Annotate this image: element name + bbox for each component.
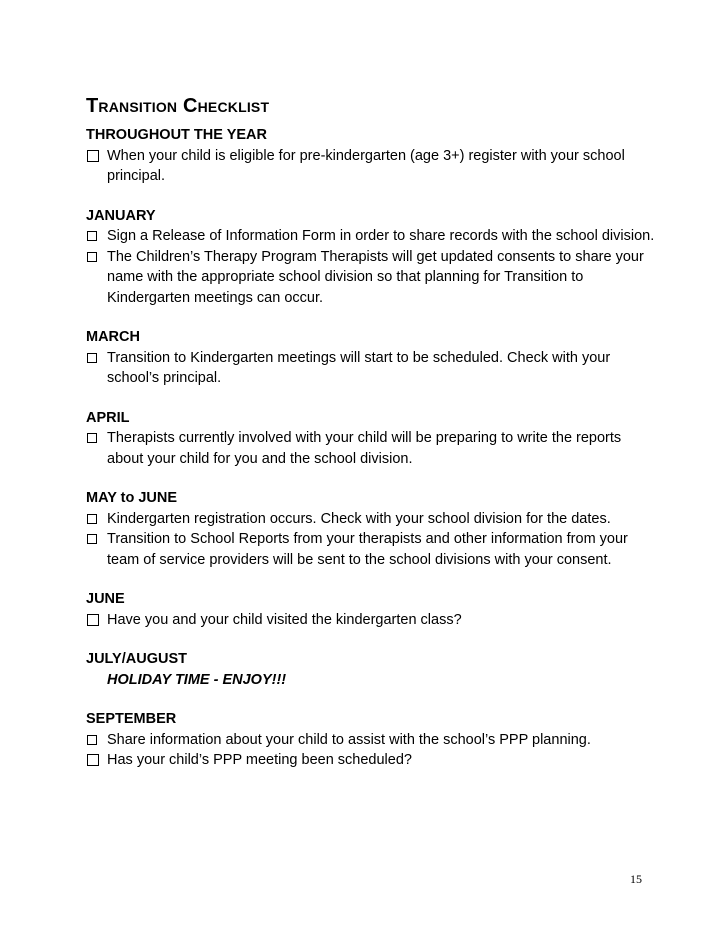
document-title: Transition Checklist <box>86 95 270 117</box>
checklist-item-text: Kindergarten registration occurs. Check with your school division for the dates. <box>107 510 611 527</box>
checklist-item <box>86 146 656 187</box>
checklist-item <box>86 226 656 247</box>
checklist-item-text: Share information about your child to assist with the school’s PPP planning. <box>107 731 591 748</box>
checklist-item-text: Transition to Kindergarten meetings will start to be scheduled. Check with your school’s principal. <box>107 349 611 386</box>
section-heading: THROUGHOUT THE YEAR <box>86 127 267 143</box>
checklist-item <box>86 247 656 309</box>
checklist-item <box>86 529 656 570</box>
checklist-item-text: The Children’s Therapy Program Therapists will get updated consents to share your name with the appropriate school division so that planning for Transition to Kindergarten meetings can occur. <box>107 248 644 306</box>
section-heading: SEPTEMBER <box>86 711 177 727</box>
checklist-item-text: Has your child’s PPP meeting been scheduled? <box>107 752 412 768</box>
checklist-item <box>86 610 656 631</box>
checklist-item <box>86 348 656 389</box>
section-heading: MAY to JUNE <box>86 490 178 506</box>
document-page <box>86 92 656 790</box>
section-april <box>86 408 656 470</box>
section-heading: JANUARY <box>86 207 156 224</box>
section-throughout-the-year <box>86 125 656 187</box>
section-heading: APRIL <box>86 409 130 426</box>
checklist-item-text: Sign a Release of Information Form in order to share records with the school division. <box>107 228 655 244</box>
page-number: 15 <box>630 872 642 886</box>
checklist-item <box>86 509 656 530</box>
section-march <box>86 327 656 389</box>
checkbox-icon[interactable] <box>87 754 99 766</box>
section-september <box>86 709 656 771</box>
section-june <box>86 589 656 630</box>
section-may-to-june <box>86 488 656 570</box>
checkbox-icon[interactable] <box>87 614 99 626</box>
checkbox-icon[interactable] <box>87 353 97 363</box>
checkbox-icon[interactable] <box>87 433 97 443</box>
checklist-item <box>86 428 656 469</box>
section-heading: JULY/AUGUST <box>86 651 187 667</box>
checkbox-icon[interactable] <box>87 150 99 162</box>
checklist-item-text: Therapists currently involved with your child will be preparing to write the reports about your child for you and the school division. <box>107 430 622 467</box>
checkbox-icon[interactable] <box>87 252 97 262</box>
section-heading: MARCH <box>86 329 140 345</box>
checkbox-icon[interactable] <box>87 231 97 241</box>
checklist-item <box>86 750 656 771</box>
section-heading: JUNE <box>86 591 125 607</box>
checklist-item <box>86 730 656 751</box>
checklist-item-text: When your child is eligible for pre-kindergarten (age 3+) register with your school principal. <box>107 147 625 184</box>
section-july-august <box>86 649 656 690</box>
checkbox-icon[interactable] <box>87 735 97 745</box>
section-january <box>86 206 656 309</box>
checkbox-icon[interactable] <box>87 534 97 544</box>
checkbox-icon[interactable] <box>87 514 97 524</box>
holiday-note: HOLIDAY TIME - ENJOY!!! <box>107 671 287 688</box>
checklist-item-text: Have you and your child visited the kindergarten class? <box>107 611 462 628</box>
checklist-item-text: Transition to School Reports from your therapists and other information from your team of service providers will be sent to the school divisions with your consent. <box>107 531 628 568</box>
